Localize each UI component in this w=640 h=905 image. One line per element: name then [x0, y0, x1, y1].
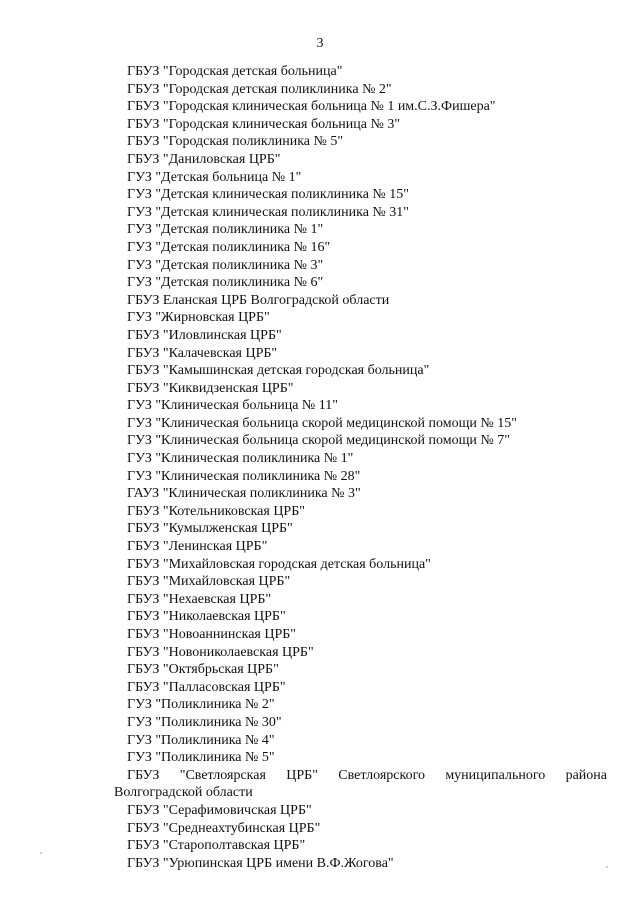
list-item: ГУЗ "Детская поликлиника № 1": [127, 222, 324, 238]
list-item: ГУЗ "Поликлиника № 2": [127, 697, 275, 713]
list-item: ГБУЗ "Городская детская поликлиника № 2": [127, 81, 392, 97]
list-item: ГБУЗ "Городская клиническая больница № 3": [127, 116, 401, 132]
list-item: ГУЗ "Детская клиническая поликлиника № 31": [127, 204, 409, 220]
list-item: ГБУЗ "Серафимовичская ЦРБ": [127, 802, 312, 818]
list-item: ГУЗ "Детская клиническая поликлиника № 15": [127, 187, 409, 203]
list-item: ГБУЗ "Городская поликлиника № 5": [127, 134, 344, 150]
scan-speck: [40, 852, 42, 854]
list-item: ГУЗ "Клиническая больница скорой медицинской помощи № 7": [127, 433, 510, 449]
list-item: ГУЗ "Жирновская ЦРБ": [127, 310, 270, 326]
page-number: 3: [316, 36, 324, 51]
list-item: ГБУЗ Еланская ЦРБ Волгоградской области: [127, 292, 390, 308]
list-item: ГБУЗ "Городская клиническая больница № 1 им.С.З.Фишера": [127, 99, 496, 115]
list-item: ГБУЗ "Нехаевская ЦРБ": [127, 591, 272, 607]
list-item: ГУЗ "Поликлиника № 5": [127, 750, 275, 766]
list-item: ГБУЗ "Котельниковская ЦРБ": [127, 503, 305, 519]
list-item: ГБУЗ "Иловлинская ЦРБ": [127, 327, 282, 343]
list-item: ГУЗ "Поликлиника № 30": [127, 714, 282, 730]
list-item: ГУЗ "Детская поликлиника № 3": [127, 257, 324, 273]
list-item: ГУЗ "Детская поликлиника № 16": [127, 239, 331, 255]
list-item: ГУЗ "Клиническая поликлиника № 1": [127, 451, 354, 467]
list-item: ГБУЗ "Палласовская ЦРБ": [127, 679, 286, 695]
list-item: ГБУЗ "Новоаннинская ЦРБ": [127, 627, 297, 642]
list-item: ГБУЗ "Светлоярская ЦРБ" Светлоярского муниципального района: [127, 767, 607, 783]
list-item: ГУЗ "Детская больница № 1": [127, 169, 302, 185]
list-item: ГБУЗ "Кумылженская ЦРБ": [127, 521, 293, 537]
list-item: ГУЗ "Поликлиника № 4": [127, 732, 275, 748]
list-item: ГАУЗ "Клиническая поликлиника № 3": [127, 486, 361, 502]
scan-speck: [606, 866, 608, 868]
list-item: ГБУЗ "Даниловская ЦРБ": [127, 151, 281, 167]
list-item: ГБУЗ "Старополтавская ЦРБ": [127, 838, 306, 854]
list-item: ГБУЗ "Калачевская ЦРБ": [127, 345, 278, 361]
list-item: ГБУЗ "Городская детская больница": [127, 64, 343, 79]
list-item: ГБУЗ "Среднеахтубинская ЦРБ": [127, 820, 321, 836]
list-item: ГУЗ "Детская поликлиника № 6": [127, 275, 324, 291]
list-item: ГУЗ "Клиническая поликлиника № 28": [127, 468, 361, 484]
list-item: Волгоградской области: [114, 785, 253, 801]
list-item: ГБУЗ "Михайловская городская детская больница": [127, 556, 431, 572]
list-item: ГБУЗ "Ленинская ЦРБ": [127, 539, 268, 555]
list-item: ГУЗ "Клиническая больница № 11": [127, 398, 338, 414]
list-item: ГБУЗ "Камышинская детская городская больница": [127, 363, 430, 379]
list-item: ГБУЗ "Николаевская ЦРБ": [127, 609, 286, 625]
list-item: ГУЗ "Клиническая больница скорой медицинской помощи № 15": [127, 415, 517, 431]
list-item: ГБУЗ "Михайловская ЦРБ": [127, 574, 291, 590]
list-item: ГБУЗ "Новониколаевская ЦРБ": [127, 644, 314, 660]
organization-list: [114, 63, 607, 872]
list-item: ГБУЗ "Урюпинская ЦРБ имени В.Ф.Жогова": [127, 855, 394, 871]
list-item: ГБУЗ "Киквидзенская ЦРБ": [127, 380, 294, 396]
list-item: ГБУЗ "Октябрьская ЦРБ": [127, 662, 279, 678]
